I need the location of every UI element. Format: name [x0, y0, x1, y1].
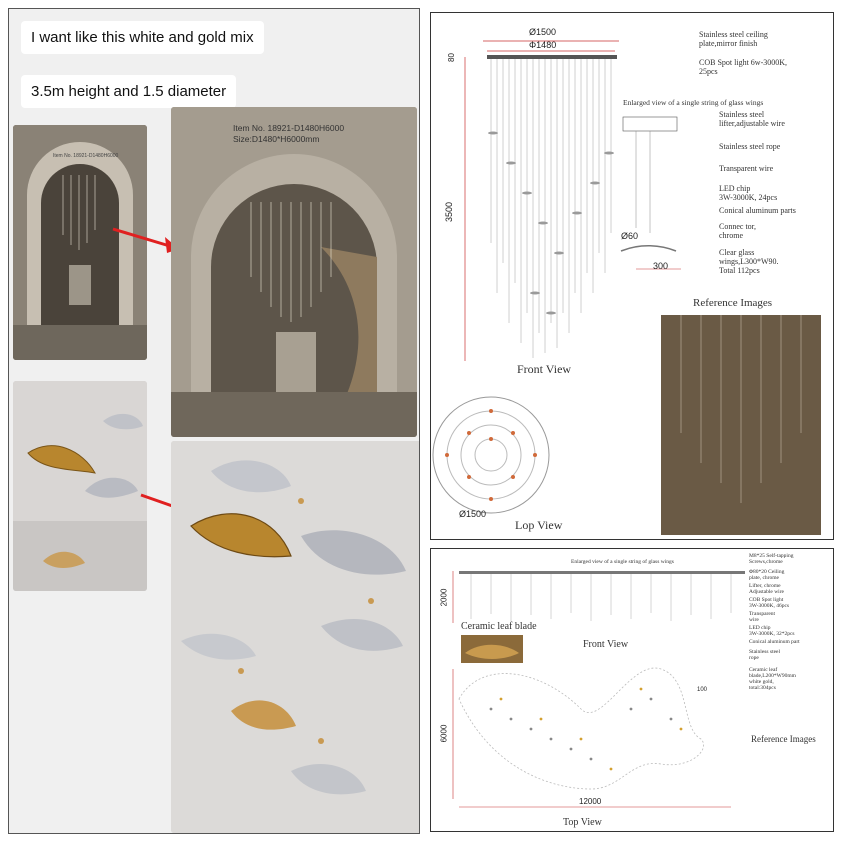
dimension-2000: 2000	[439, 588, 449, 607]
label-glass-wings: Clear glass wings,L300*W90. Total 112pcs	[719, 248, 779, 275]
label-ceramic-leaf: Ceramic leaf blade,L200*W90mm white gold, total:304pcs	[749, 667, 796, 692]
reference-images-title-2: Reference Images	[751, 734, 816, 744]
drawing-sheet-glass-wings	[430, 12, 834, 540]
arch-photo-large-image	[171, 107, 417, 437]
photo-caption-item: Item No. 18921-D1480H6000	[233, 123, 345, 133]
leaf-photo-large-image	[171, 441, 420, 833]
label-rope-2: Stainless steel rope	[749, 649, 781, 662]
dimension-300: 300	[653, 261, 669, 271]
label-transparent-wire-2: Transparent wire	[749, 611, 776, 624]
photo-caption-size: Size:D1480*H6000mm	[233, 134, 320, 144]
label-cob-spotlight-2: COB Spot light 3W-3000K, 46pcs	[749, 597, 790, 610]
label-conical-parts: Conical aluminum parts	[719, 206, 796, 215]
label-ceiling-plate: Stainless steel ceiling plate,mirror finish	[699, 30, 768, 48]
dimension-100: 100	[697, 687, 708, 693]
arch-photo-large[interactable]	[171, 107, 417, 437]
label-connector: Connec tor, chrome	[719, 222, 757, 240]
label-lifter: Stainless steel lifter,adjustable wire	[719, 110, 785, 128]
label-ceiling-plate-2: Φ80*20 Ceiling plate, chrome	[749, 569, 785, 582]
label-led-chip-2: LED chip 3W-3000K, 32*2pcs	[749, 625, 795, 638]
dimension-top-view-diameter: Ø1500	[459, 509, 487, 519]
chat-panel	[8, 8, 420, 834]
front-view-title: Front View	[517, 362, 572, 376]
drawing-sheet-ceramic-leaf	[430, 548, 834, 832]
dimension-60: Ø60	[621, 231, 639, 241]
front-view-title-2: Front View	[583, 639, 629, 650]
leaf-photo-small-image	[13, 381, 147, 591]
reference-images-title: Reference Images	[693, 297, 773, 309]
dimension-width-outer: Ø1500	[529, 27, 557, 37]
label-conical-part-2: Conical aluminum part	[749, 639, 800, 645]
label-screws: M8*25 Self-tapping Screws,chrome	[749, 553, 794, 566]
chat-message-1	[21, 21, 264, 54]
label-rope: Stainless steel rope	[719, 142, 781, 151]
top-view-title: Lop View	[515, 518, 563, 532]
drawing-sheet-1-lines	[431, 13, 835, 541]
dimension-12000: 12000	[579, 797, 602, 806]
chat-message-2-text: 3.5m height and 1.5 diameter	[31, 83, 227, 100]
dimension-6000: 6000	[439, 724, 449, 743]
leaf-photo-large[interactable]	[171, 441, 420, 833]
chat-message-2	[21, 75, 236, 108]
leaf-photo-small[interactable]	[13, 381, 147, 591]
label-led-chip: LED chip 3W-3000K, 24pcs	[719, 184, 778, 202]
label-lifter-2: Lifter, chrome Adjustable wire	[749, 583, 784, 596]
dimension-width-inner: Φ1480	[529, 40, 557, 50]
ceramic-leaf-blade-title: Ceramic leaf blade	[461, 621, 537, 632]
label-cob-spotlight: COB Spot light 6w-3000K, 25pcs	[699, 58, 788, 76]
label-enlarged-view: Enlarged view of a single string of glass wings	[623, 98, 764, 107]
chat-message-1-text: I want like this white and gold mix	[31, 29, 254, 46]
svg-text:Item No. 18921-D1480H6000: Item No. 18921-D1480H6000	[53, 153, 119, 159]
label-enlarged-view-2: Enlarged view of a single string of glass wings	[571, 559, 674, 565]
dimension-height: 3500	[444, 201, 455, 223]
top-view-title-2: Top View	[563, 817, 602, 828]
dimension-plate-height: 80	[446, 53, 456, 62]
label-transparent-wire: Transparent wire	[719, 164, 774, 173]
